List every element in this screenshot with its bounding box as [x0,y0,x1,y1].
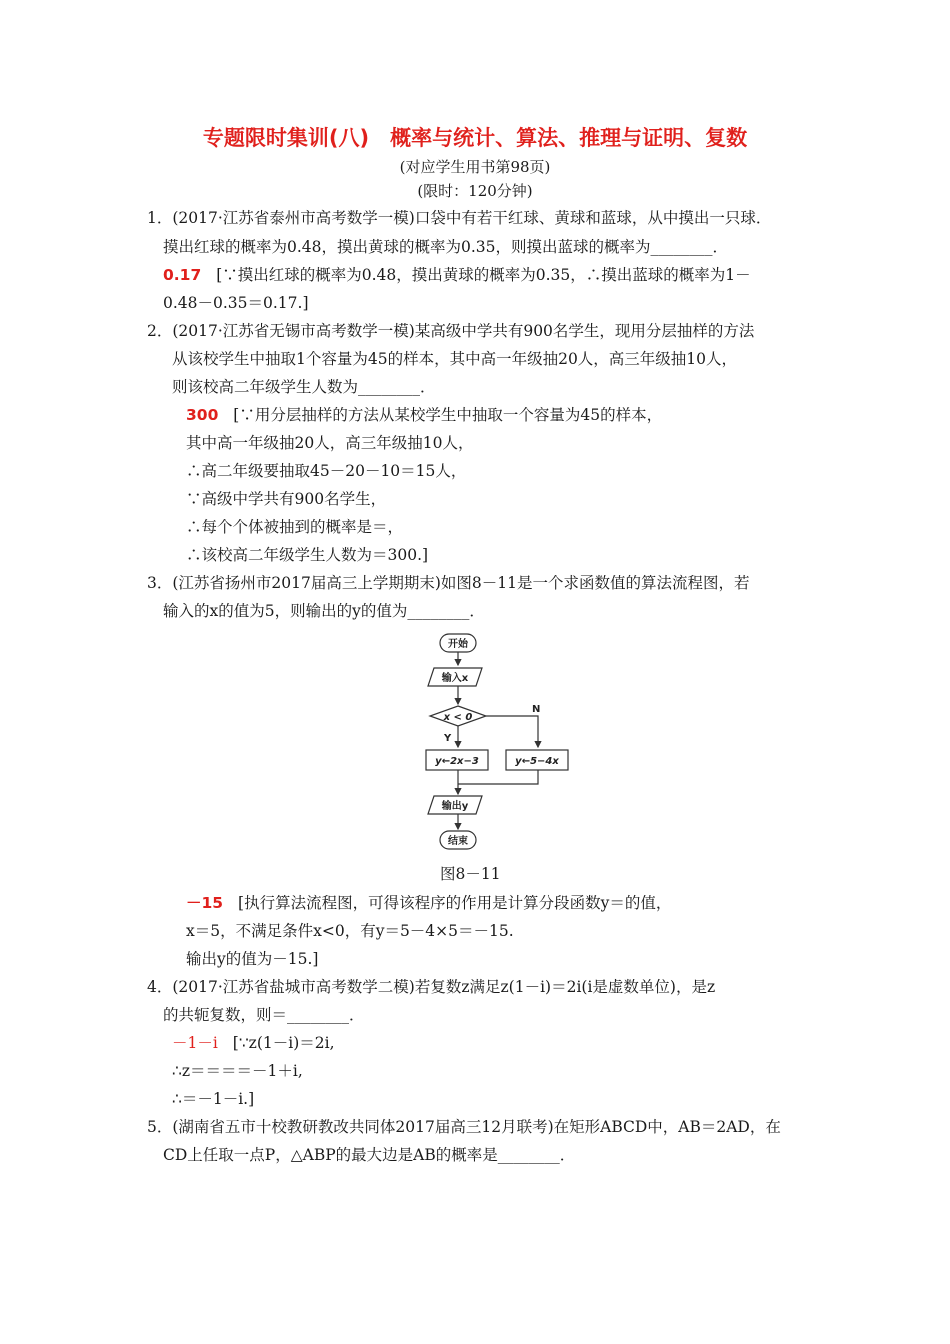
q4-line2: 的共轭复数，则＝________． [163,1006,365,1024]
q3-solution-line1 [186,891,671,913]
q2-sol2: 其中高一年级抽20人，高三年级抽10人， [186,434,474,452]
q3-sol3: 输出y的值为－15.] [186,950,319,968]
flow-decision-label: x < 0 [443,712,473,723]
q2-sol6: ∴该校高二年级学生人数为＝300.] [186,546,429,564]
q1-answer: 0.17 [163,266,202,284]
q1-solution-line1 [163,263,751,285]
q4-line1: 4．(2017·江苏省盐城市高考数学二模)若复数z满足z(1－i)＝2i(i是虚数单位)，是z [147,978,716,996]
q3-line2: 输入的x的值为5，则输出的y的值为________． [163,602,485,620]
flow-input-label: 输入x [441,673,469,684]
q1-line2: 摸出红球的概率为0.48，摸出黄球的概率为0.35，则摸出蓝球的概率为________． [163,238,729,256]
q4-sol3: ∴＝－1－i.] [172,1090,255,1108]
flow-start-label: 开始 [448,639,468,650]
q2-line1: 2．(2017·江苏省无锡市高考数学一模)某高级中学共有900名学生，现用分层抽样的方法 [147,322,755,340]
q2-answer: 300 [186,406,219,424]
flow-yes-label: Y [444,733,452,744]
time-limit: (限时：120分钟) [417,182,533,200]
q5-line1: 5．(湖南省五市十校教研教改共同体2017届高三12月联考)在矩形ABCD中，AB＝2AD，在 [147,1118,781,1136]
q2-line3: 则该校高二年级学生人数为________． [172,378,436,396]
q3-line1: 3．(江苏省扬州市2017届高三上学期期末)如图8－11是一个求函数值的算法流程图，若 [147,574,750,592]
q5-line2: CD上任取一点P，△ABP的最大边是AB的概率是________． [163,1146,576,1164]
q1-line1: 1．(2017·江苏省泰州市高考数学一模)口袋中有若干红球、黄球和蓝球，从中摸出一只球． [147,209,772,227]
q4-sol1: [∵z(1－i)＝2i, [232,1034,335,1052]
book-page-ref: (对应学生用书第98页) [399,158,551,176]
figure-caption: 图8－11 [440,865,501,883]
flowchart-figure [420,628,580,858]
q4-solution-line1 [172,1031,335,1053]
q2-sol5: ∴每个个体被抽到的概率是＝， [186,518,404,536]
page-title: 专题限时集训(八) 概率与统计、算法、推理与证明、复数 [202,126,748,150]
flow-right-label: y←5−4x [515,756,559,767]
flow-end-label: 结束 [448,836,468,847]
flow-left-label: y←2x−3 [435,756,479,767]
q3-answer: －15 [186,894,224,912]
q3-sol1: [执行算法流程图，可得该程序的作用是计算分段函数y＝的值， [238,894,672,912]
q2-sol1: [∵用分层抽样的方法从某校学生中抽取一个容量为45的样本， [233,406,663,424]
q2-sol4: ∵高级中学共有900名学生， [186,490,387,508]
q4-answer: －1－i [172,1034,218,1052]
flow-no-label: N [532,704,541,715]
flow-output-label: 输出y [441,801,469,812]
q3-sol2: x＝5，不满足条件x<0，有y＝5－4×5＝－15. [186,922,514,940]
q1-solution-line2: 0.48－0.35＝0.17.] [163,294,309,312]
q2-solution-line1 [186,403,662,425]
q2-sol3: ∴高二年级要抽取45－20－10＝15人， [186,462,467,480]
q2-line2: 从该校学生中抽取1个容量为45的样本，其中高一年级抽20人，高三年级抽10人， [172,350,738,368]
q1-sol1: [∵摸出红球的概率为0.48，摸出黄球的概率为0.35，∴摸出蓝球的概率为1－ [216,266,751,284]
q4-sol2: ∴z＝＝＝＝－1＋i, [172,1062,303,1080]
